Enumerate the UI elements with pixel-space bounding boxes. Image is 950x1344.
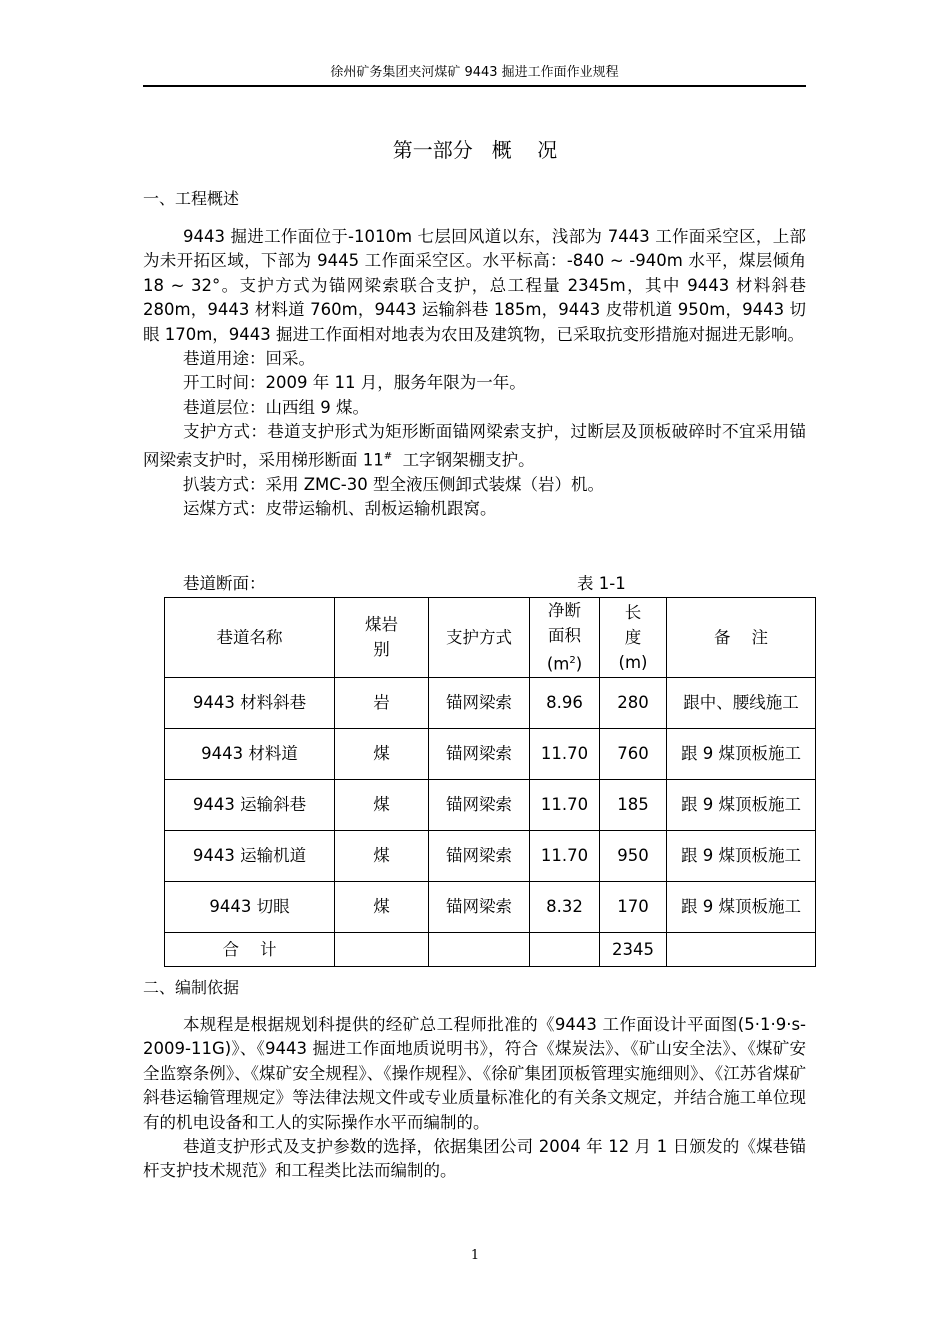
running-header: 徐州矿务集团夹河煤矿 9443 掘进工作面作业规程 bbox=[330, 65, 619, 80]
cell-remark bbox=[667, 830, 816, 881]
section-heading-overview: 一、工程概述 bbox=[143, 189, 240, 208]
table-total-row bbox=[165, 932, 816, 966]
total-empty bbox=[667, 932, 816, 966]
start-time-line: 开工时间：2009 年 11 月，服务年限为一年。 bbox=[183, 373, 526, 393]
cell-remark bbox=[667, 779, 816, 830]
cell-name: 9443 材料道 bbox=[165, 728, 335, 779]
cell-support: 锚网梁索 bbox=[429, 830, 530, 881]
cell-remark-text: 跟 9 煤顶板施工 bbox=[681, 744, 801, 763]
cell-name: 9443 切眼 bbox=[165, 881, 335, 932]
section-heading-basis: 二、编制依据 bbox=[143, 978, 240, 997]
support-superscript: # bbox=[383, 450, 393, 462]
cell-area bbox=[530, 881, 600, 932]
basis-body bbox=[143, 1013, 806, 1184]
area-header-sup: 2 bbox=[569, 655, 576, 666]
tunnel-table bbox=[164, 597, 816, 967]
cell-length: 950 bbox=[600, 830, 667, 881]
support-line bbox=[143, 420, 806, 472]
table-row bbox=[165, 779, 816, 830]
table-label: 表 1-1 bbox=[577, 574, 626, 593]
cell-support: 锚网梁索 bbox=[429, 779, 530, 830]
cell-area-value: 11.70 bbox=[540, 795, 589, 814]
cell-length: 185 bbox=[600, 779, 667, 830]
col-header-name: 巷道名称 bbox=[165, 598, 335, 678]
overview-paragraph: 9443 掘进工作面位于-1010m 七层回风道以东，浅部为 7443 工作面采空区，上部为未开拓区域，下部为 9445 工作面采空区。水平标高：-840 ~ -940m 水平，煤层倾角 18 ~ 32°。支护方式为锚网梁索联合支护，总工程量 2345m，其中 9443 材料斜巷 280m，9443 材料道 760m，9443 运输斜巷 185m，9443 皮带机道 950m，9443 切眼 170m，9443 掘进工作面相对地表为农田及建筑物，已采取抗变形措施对掘进无影响。 bbox=[143, 227, 806, 344]
cell-area bbox=[530, 728, 600, 779]
length-header-line: 长 bbox=[624, 602, 642, 622]
part-title: 第一部分 概 况 bbox=[392, 138, 558, 162]
cell-rock: 煤 bbox=[335, 779, 429, 830]
cell-remark-text: 跟中、腰线施工 bbox=[683, 693, 799, 712]
total-length: 2345 bbox=[600, 932, 667, 966]
cell-length: 280 bbox=[600, 677, 667, 728]
total-empty bbox=[335, 932, 429, 966]
cell-remark-text: 跟 9 煤顶板施工 bbox=[681, 795, 801, 814]
length-header-line: (m) bbox=[618, 652, 648, 672]
table-header-row bbox=[165, 598, 816, 678]
area-header-line: ) bbox=[575, 654, 583, 674]
table-row bbox=[165, 830, 816, 881]
cell-rock: 岩 bbox=[335, 677, 429, 728]
cell-length: 760 bbox=[600, 728, 667, 779]
cell-support: 锚网梁索 bbox=[429, 677, 530, 728]
cell-area bbox=[530, 830, 600, 881]
col-header-rock bbox=[335, 598, 429, 678]
transport-line: 运煤方式：皮带运输机、刮板运输机跟窝。 bbox=[183, 498, 497, 518]
cell-remark bbox=[667, 881, 816, 932]
cell-remark bbox=[667, 677, 816, 728]
cell-support: 锚网梁索 bbox=[429, 728, 530, 779]
overview-body bbox=[143, 225, 806, 521]
cell-area-value: 11.70 bbox=[540, 846, 589, 865]
support-text: 支护方式：巷道支护形式为矩形断面锚网梁索支护，过断层及顶板破碎时不宜采用锚网梁索支护时，采用梯形断面 11 bbox=[143, 422, 806, 470]
header-rule bbox=[143, 85, 806, 87]
total-label: 合 计 bbox=[165, 932, 335, 966]
basis-paragraph: 巷道支护形式及支护参数的选择，依据集团公司 2004 年 12 月 1 日颁发的《煤巷锚杆支护技术规范》和工程类比法而编制的。 bbox=[143, 1137, 806, 1181]
area-header-line: 面积 bbox=[548, 626, 581, 645]
col-header-remark: 备 注 bbox=[667, 598, 816, 678]
loading-line: 扒装方式：采用 ZMC-30 型全液压侧卸式装煤（岩）机。 bbox=[183, 474, 604, 494]
cell-length: 170 bbox=[600, 881, 667, 932]
table-row bbox=[165, 728, 816, 779]
cell-remark bbox=[667, 728, 816, 779]
rock-header-line: 煤岩 bbox=[365, 615, 398, 635]
section-caption: 巷道断面： bbox=[183, 574, 266, 593]
col-header-length bbox=[600, 598, 667, 678]
cell-area bbox=[530, 677, 600, 728]
col-header-area bbox=[530, 598, 600, 678]
cell-support: 锚网梁索 bbox=[429, 881, 530, 932]
table-row bbox=[165, 881, 816, 932]
usage-line: 巷道用途：回采。 bbox=[183, 349, 315, 369]
cell-remark-text: 跟 9 煤顶板施工 bbox=[681, 897, 801, 916]
cell-area bbox=[530, 779, 600, 830]
col-header-support: 支护方式 bbox=[429, 598, 530, 678]
cell-rock: 煤 bbox=[335, 830, 429, 881]
cell-area-value: 8.96 bbox=[546, 693, 583, 712]
cell-name: 9443 运输斜巷 bbox=[165, 779, 335, 830]
basis-paragraph: 本规程是根据规划科提供的经矿总工程师批准的《9443 工作面设计平面图(5·1·9·s-2009-11G)》、《9443 掘进工作面地质说明书》，符合《煤炭法》、《矿山安全法》、《煤矿安全监察条例》、《煤矿安全规程》、《操作规程》、《徐矿集团顶板管理实施细则》、《江苏省煤矿斜巷运输管理规定》等法律法规文件或专业质量标准化的有关条文规定，并结合施工单位现有的机电设备和工人的实际操作水平而编制的。 bbox=[143, 1015, 806, 1132]
rock-header-line: 别 bbox=[373, 640, 390, 660]
cell-area-value: 8.32 bbox=[546, 897, 583, 916]
cell-name: 9443 运输机道 bbox=[165, 830, 335, 881]
total-empty bbox=[429, 932, 530, 966]
layer-line: 巷道层位：山西组 9 煤。 bbox=[183, 397, 369, 417]
support-tail: 工字钢架棚支护。 bbox=[392, 450, 535, 470]
total-empty bbox=[530, 932, 600, 966]
cell-rock: 煤 bbox=[335, 728, 429, 779]
length-header-line: 度 bbox=[624, 627, 642, 647]
cell-area-value: 11.70 bbox=[540, 744, 589, 763]
cell-rock: 煤 bbox=[335, 881, 429, 932]
area-header-line: 净断 bbox=[548, 601, 581, 620]
area-header-line: (m bbox=[546, 654, 570, 674]
cell-name: 9443 材料斜巷 bbox=[165, 677, 335, 728]
page-number: 1 bbox=[470, 1248, 480, 1263]
cell-remark-text: 跟 9 煤顶板施工 bbox=[681, 846, 801, 865]
table-row bbox=[165, 677, 816, 728]
